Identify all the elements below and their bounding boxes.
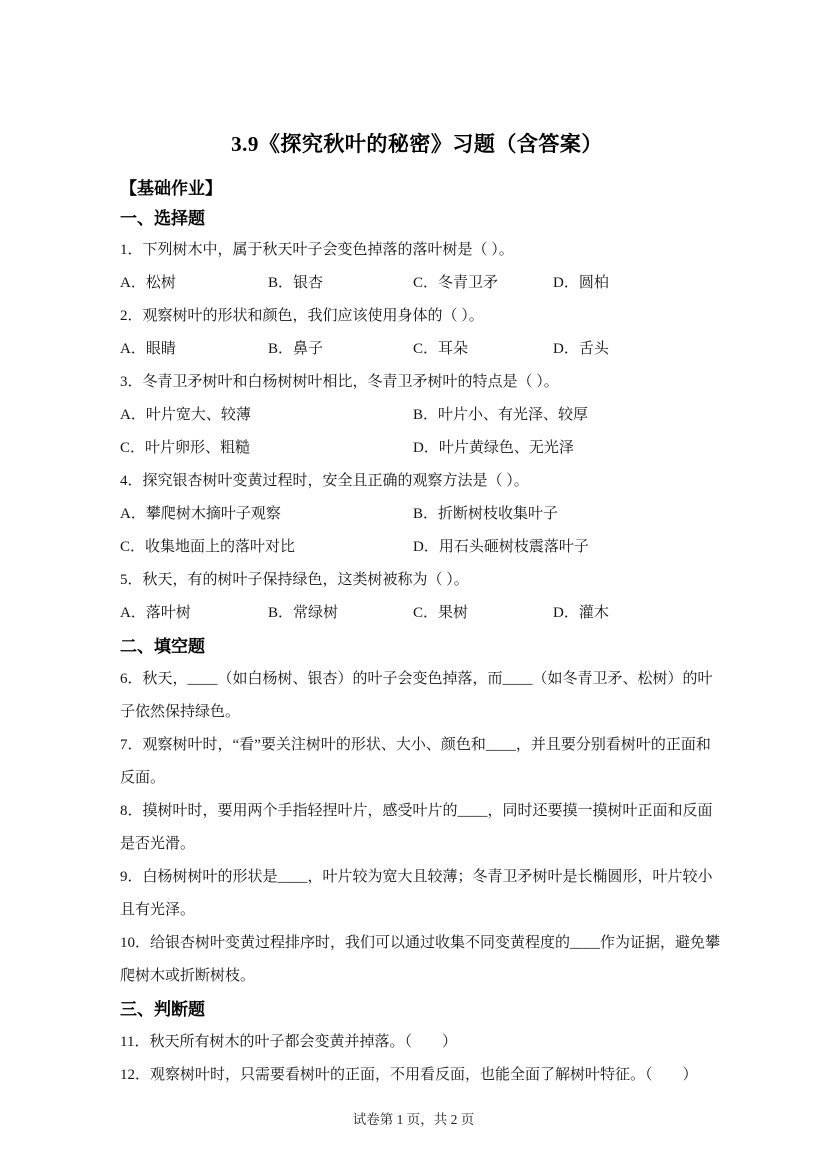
question-3-option-d: D．叶片黄绿色、无光泽 [413, 440, 574, 456]
question-3-options-row-2 [120, 432, 714, 465]
question-4-stem: 4．探究银杏树叶变黄过程时，安全且正确的观察方法是（ ）。 [120, 473, 529, 489]
question-7-line-1: 7．观察树叶时，“看”要关注树叶的形状、大小、颜色和____，并且要分别看树叶的正面和 [120, 737, 711, 753]
question-10-line-1: 10．给银杏树叶变黄过程排序时，我们可以通过收集不同变黄程度的____作为证据，避免攀 [120, 935, 721, 951]
question-5-options [120, 597, 714, 630]
question-8-line-2: 是否光滑。 [120, 836, 196, 852]
basic-homework-heading: 【基础作业】 [120, 179, 222, 198]
question-1-option-d: D．圆柏 [553, 275, 609, 291]
question-4-options-row-1 [120, 498, 714, 531]
question-1-option-c: C．冬青卫矛 [413, 275, 499, 291]
section-heading-judge: 三、判断题 [120, 1000, 205, 1019]
question-5-option-d: D．灌木 [553, 605, 609, 621]
question-3-options-row-1 [120, 399, 714, 432]
question-9-line-1: 9．白杨树树叶的形状是____，叶片较为宽大且较薄；冬青卫矛树叶是长椭圆形，叶片较小 [120, 869, 713, 885]
question-7-line-2: 反面。 [120, 770, 166, 786]
question-4-option-a: A．攀爬树木摘叶子观察 [120, 506, 281, 522]
question-1-options [120, 267, 714, 300]
page-footer: 试卷第 1 页，共 2 页 [352, 1112, 475, 1127]
question-4-options-row-2 [120, 531, 714, 564]
section-heading-fill: 二、填空题 [120, 637, 205, 656]
question-1-option-a: A．松树 [120, 275, 176, 291]
worksheet-content [120, 128, 721, 1092]
question-2-option-b: B．鼻子 [268, 341, 324, 357]
question-2-stem: 2．观察树叶的形状和颜色，我们应该使用身体的（ ）。 [120, 308, 484, 324]
question-4-option-c: C．收集地面上的落叶对比 [120, 539, 296, 555]
question-3-option-c: C．叶片卵形、粗糙 [120, 440, 251, 456]
question-3-stem: 3．冬青卫矛树叶和白杨树树叶相比，冬青卫矛树叶的特点是（ ）。 [120, 374, 559, 390]
question-1-stem: 1．下列树木中，属于秋天叶子会变色掉落的落叶树是（ ）。 [120, 242, 514, 258]
question-9-line-2: 且有光泽。 [120, 902, 196, 918]
question-2-option-d: D．舌头 [553, 341, 609, 357]
question-5-option-c: C．果树 [413, 605, 469, 621]
question-5-option-b: B．常绿树 [268, 605, 339, 621]
question-3-option-b: B．叶片小、有光泽、较厚 [413, 407, 589, 423]
question-2-option-c: C．耳朵 [413, 341, 469, 357]
question-6-line-2: 子依然保持绿色。 [120, 704, 241, 720]
question-5-option-a: A．落叶树 [120, 605, 191, 621]
question-2-option-a: A．眼睛 [120, 341, 176, 357]
question-6-line-1: 6．秋天，____（如白杨树、银杏）的叶子会变色掉落，而____（如冬青卫矛、松树）的叶 [120, 671, 713, 687]
question-3-option-a: A．叶片宽大、较薄 [120, 407, 251, 423]
question-1-option-b: B．银杏 [268, 275, 324, 291]
question-11-stem: 11．秋天所有树木的叶子都会变黄并掉落。（ ） [120, 1034, 457, 1050]
question-2-options [120, 333, 714, 366]
question-4-option-d: D．用石头砸树枝震落叶子 [413, 539, 589, 555]
page-title: 3.9《探究秋叶的秘密》习题（含答案） [231, 132, 603, 156]
question-4-option-b: B．折断树枝收集叶子 [413, 506, 559, 522]
question-8-line-1: 8．摸树叶时，要用两个手指轻捏叶片，感受叶片的____，同时还要摸一摸树叶正面和反面 [120, 803, 713, 819]
question-5-stem: 5．秋天，有的树叶子保持绿色，这类树被称为（ ）。 [120, 572, 469, 588]
section-heading-choice: 一、选择题 [120, 209, 205, 228]
question-10-line-2: 爬树木或折断树枝。 [120, 968, 256, 984]
question-12-stem: 12．观察树叶时，只需要看树叶的正面，不用看反面，也能全面了解树叶特征。（ ） [120, 1067, 698, 1083]
